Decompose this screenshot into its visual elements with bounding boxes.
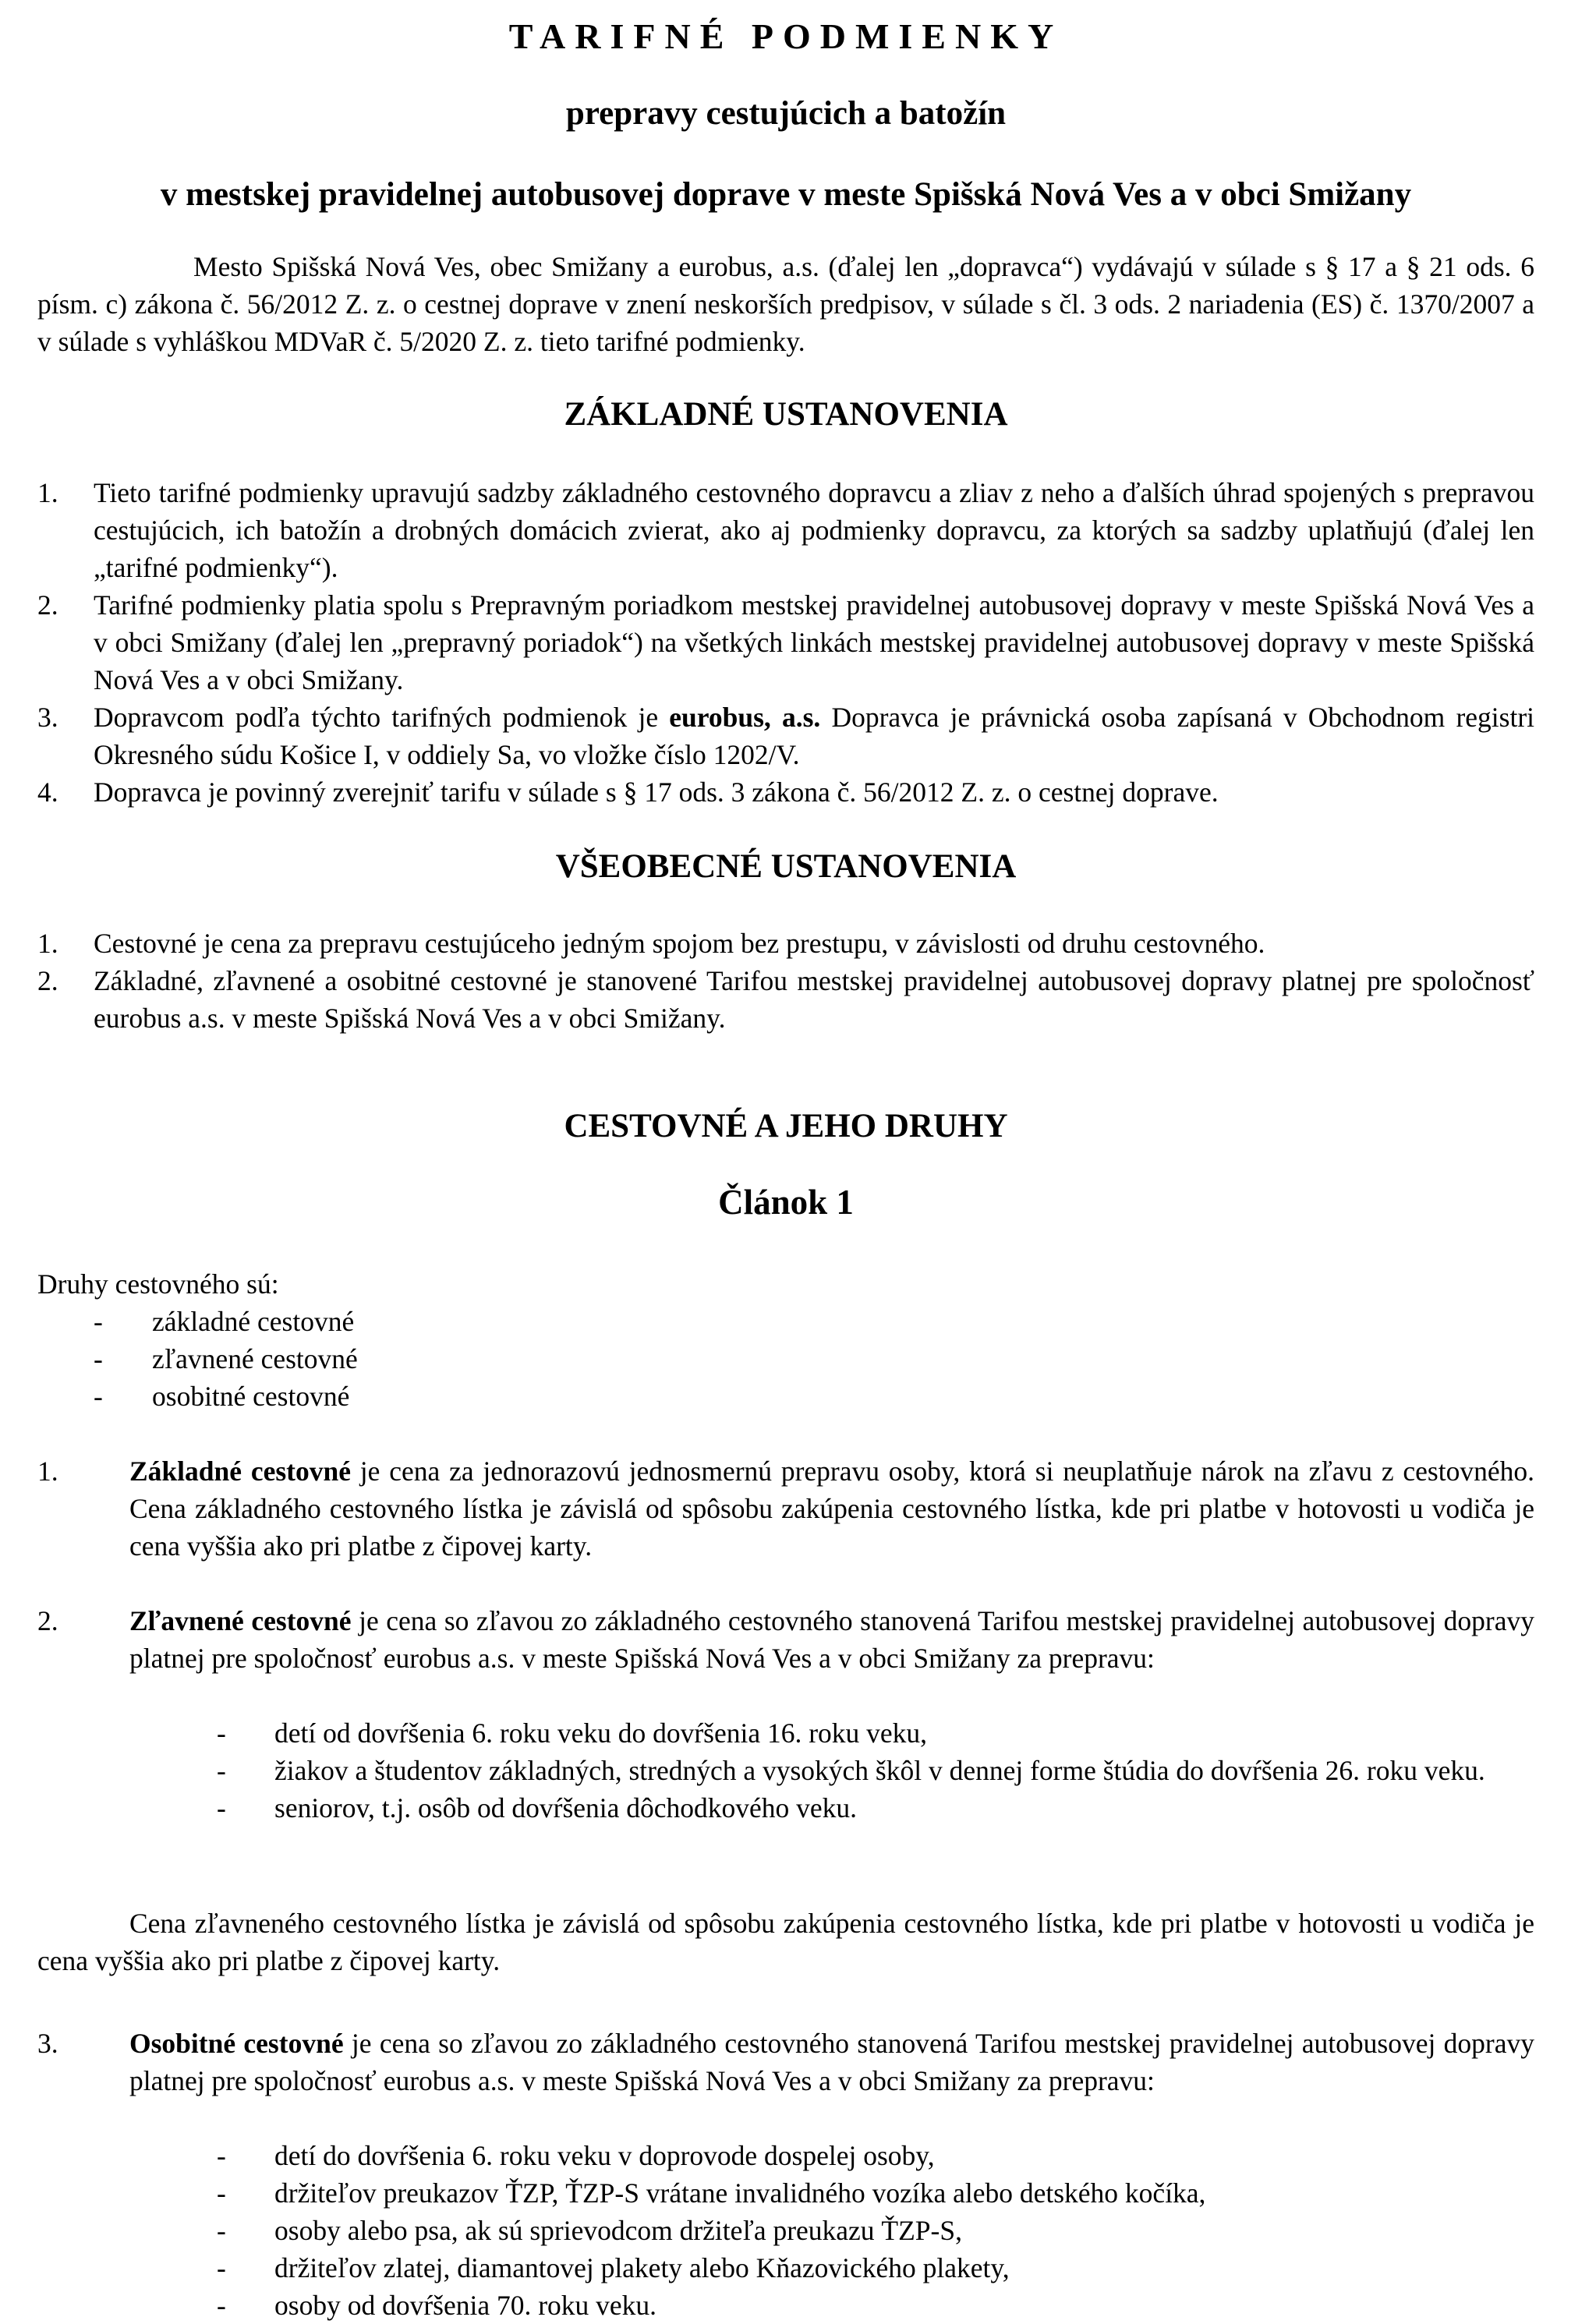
list-item [37, 2212, 1534, 2249]
item-text-start: Dopravcom podľa týchto tarifných podmienok je [94, 702, 670, 733]
item-text: osoby alebo psa, ak sú sprievodcom držiteľa preukazu ŤZP-S, [274, 2215, 962, 2246]
item-number: 1. [37, 477, 58, 508]
document-title: TARIFNÉ PODMIENKY [508, 16, 1063, 56]
dash-bullet: - [217, 2140, 226, 2171]
list-item [37, 474, 1534, 586]
item-number: 3. [37, 702, 58, 733]
item-text: držiteľov preukazov ŤZP, ŤZP-S vrátane invalidného vozíka alebo detského kočíka, [274, 2177, 1206, 2209]
point-number: 1. [37, 1456, 58, 1487]
list-item [94, 1303, 873, 1340]
discount-price-paragraph: Cena zľavneného cestovného lístka je závislá od spôsobu zakúpenia cestovného lístka, kde pri platbe v hotovosti u vodiča je cena vyššia ako pri platbe z čipovej karty. [37, 1908, 1534, 1976]
dash-bullet: - [217, 1717, 226, 1749]
article-point-2 [37, 1602, 1534, 1677]
item-text: základné cestovné [152, 1306, 355, 1337]
item-number: 1. [37, 928, 58, 959]
zakladne-list [37, 474, 1534, 811]
article-point-3 [37, 2025, 1534, 2099]
list-item [94, 1340, 873, 1378]
list-item [37, 2174, 1534, 2212]
item-text: Dopravca je povinný zverejniť tarifu v súlade s § 17 ods. 3 zákona č. 56/2012 Z. z. o cestnej doprave. [94, 776, 1219, 808]
item-number: 2. [37, 965, 58, 996]
item-text: Základné, zľavnené a osobitné cestovné je stanovené Tarifou mestskej pravidelnej autobusovej dopravy platnej pre spoločnosť eurobus a.s. v meste Spišská Nová Ves a v obci Smižany. [94, 965, 1534, 1034]
term-bold: Základné cestovné [129, 1456, 351, 1487]
dash-bullet: - [217, 1755, 226, 1786]
list-item [37, 2137, 1534, 2174]
dash-bullet: - [217, 2177, 226, 2209]
fare-types-list [94, 1303, 873, 1415]
dash-bullet: - [217, 1792, 226, 1823]
list-item [37, 1752, 1534, 1789]
article-heading: Článok 1 [718, 1183, 854, 1222]
dash-bullet: - [217, 2215, 226, 2246]
item-text: Tieto tarifné podmienky upravujú sadzby základného cestovného dopravcu a zliav z neho a ďalších úhrad spojených s prepravou cestujúcich, ich batožín a drobných domácich zvierat, ako aj podmienky dopravcu, za ktorých sa sadzby uplatňujú (ďalej len „tarifné podmienky“). [94, 477, 1534, 583]
dash-bullet: - [94, 1306, 103, 1337]
point-number: 3. [37, 2028, 58, 2059]
point-text [129, 2025, 1534, 2099]
term-bold: Osobitné cestovné [129, 2028, 344, 2059]
item-text: detí od dovŕšenia 6. roku veku do dovŕšenia 16. roku veku, [274, 1717, 928, 1749]
list-item [37, 586, 1534, 699]
list-item [37, 773, 1534, 811]
vseobecne-list [37, 925, 1534, 1037]
item-text: Cestovné je cena za prepravu cestujúceho jedným spojom bez prestupu, v závislosti od druhu cestovného. [94, 928, 1265, 959]
discount-list [37, 1714, 1534, 1827]
section-heading-cestovne: CESTOVNÉ A JEHO DRUHY [564, 1108, 1008, 1144]
list-item [37, 925, 1534, 962]
point-number: 2. [37, 1605, 58, 1636]
item-text: zľavnené cestovné [152, 1343, 358, 1374]
section-heading-zakladne: ZÁKLADNÉ USTANOVENIA [564, 396, 1008, 433]
term-definition: je cena so zľavou zo základného cestovného stanovená Tarifou mestskej pravidelnej autobusovej dopravy platnej pre spoločnosť eurobus a.s. v meste Spišská Nová Ves a v obci Smižany za prepravu: [129, 1605, 1534, 1674]
item-text: seniorov, t.j. osôb od dovŕšenia dôchodkového veku. [274, 1792, 858, 1823]
dash-bullet: - [217, 2252, 226, 2283]
intro-paragraph: Mesto Spišská Nová Ves, obec Smižany a eurobus, a.s. (ďalej len „dopravca“) vydávajú v súlade s § 17 a § 21 ods. 6 písm. c) zákona č. 56/2012 Z. z. o cestnej doprave v znení neskorších predpisov, v súlade s čl. 3 ods. 2 nariadenia (ES) č. 1370/2007 a v súlade s vyhláškou MDVaR č. 5/2020 Z. z. tieto tarifné podmienky. [37, 251, 1534, 357]
list-item [37, 1714, 1534, 1752]
point-text [129, 1602, 1534, 1677]
fare-types-label: Druhy cestovného sú: [37, 1268, 279, 1300]
list-item [94, 1378, 873, 1415]
term-bold: Zľavnené cestovné [129, 1605, 352, 1636]
item-text: Tarifné podmienky platia spolu s Prepravným poriadkom mestskej pravidelnej autobusovej dopravy v meste Spišská Nová Ves a v obci Smižany (ďalej len „prepravný poriadok“) na všetkých linkách mestskej pravidelnej autobusovej dopravy v meste Spišská Nová Ves a v obci Smižany. [94, 589, 1534, 695]
point-text [129, 1452, 1534, 1565]
item-text: osoby od dovŕšenia 70. roku veku. [274, 2290, 657, 2321]
list-item [37, 2249, 1534, 2287]
article-point-1 [37, 1452, 1534, 1565]
special-fare-list [37, 2137, 1534, 2324]
document-subtitle-scope: v mestskej pravidelnej autobusovej doprave v meste Spišská Nová Ves a v obci Smižany [160, 176, 1412, 213]
item-text: osobitné cestovné [152, 1381, 350, 1412]
dash-bullet: - [217, 2290, 226, 2321]
carrier-name: eurobus, a.s. [669, 702, 821, 733]
item-text-end: Dopravca je právnická osoba zapísaná v Obchodnom registri Okresného súdu Košice I, v oddiely Sa, vo vložke číslo 1202/V. [94, 702, 1535, 770]
list-item [37, 2287, 1534, 2324]
term-definition: je cena so zľavou zo základného cestovného stanovená Tarifou mestskej pravidelnej autobusovej dopravy platnej pre spoločnosť eurobus a.s. v meste Spišská Nová Ves a v obci Smižany za prepravu: [129, 2028, 1534, 2096]
item-text: držiteľov zlatej, diamantovej plakety alebo Kňazovického plakety, [274, 2252, 1010, 2283]
list-item [37, 1789, 1534, 1827]
item-number: 4. [37, 776, 58, 808]
term-definition: je cena za jednorazovú jednosmernú prepravu osoby, ktorá si neuplatňuje nárok na zľavu z cestovného. Cena základného cestovného lístka je závislá od spôsobu zakúpenia cestovného lístka, kde pri platbe v hotovosti u vodiča je cena vyššia ako pri platbe z čipovej karty. [129, 1456, 1534, 1562]
item-text: žiakov a študentov základných, stredných a vysokých škôl v dennej forme štúdia do dovŕšenia 26. roku veku. [274, 1755, 1485, 1786]
list-item [37, 699, 1534, 773]
document-subtitle: prepravy cestujúcich a batožín [565, 95, 1007, 132]
dash-bullet: - [94, 1381, 103, 1412]
section-heading-vseobecne: VŠEOBECNÉ USTANOVENIA [555, 848, 1017, 885]
item-number: 2. [37, 589, 58, 621]
list-item [37, 962, 1534, 1037]
dash-bullet: - [94, 1343, 103, 1374]
item-text: detí do dovŕšenia 6. roku veku v doprovode dospelej osoby, [274, 2140, 935, 2171]
